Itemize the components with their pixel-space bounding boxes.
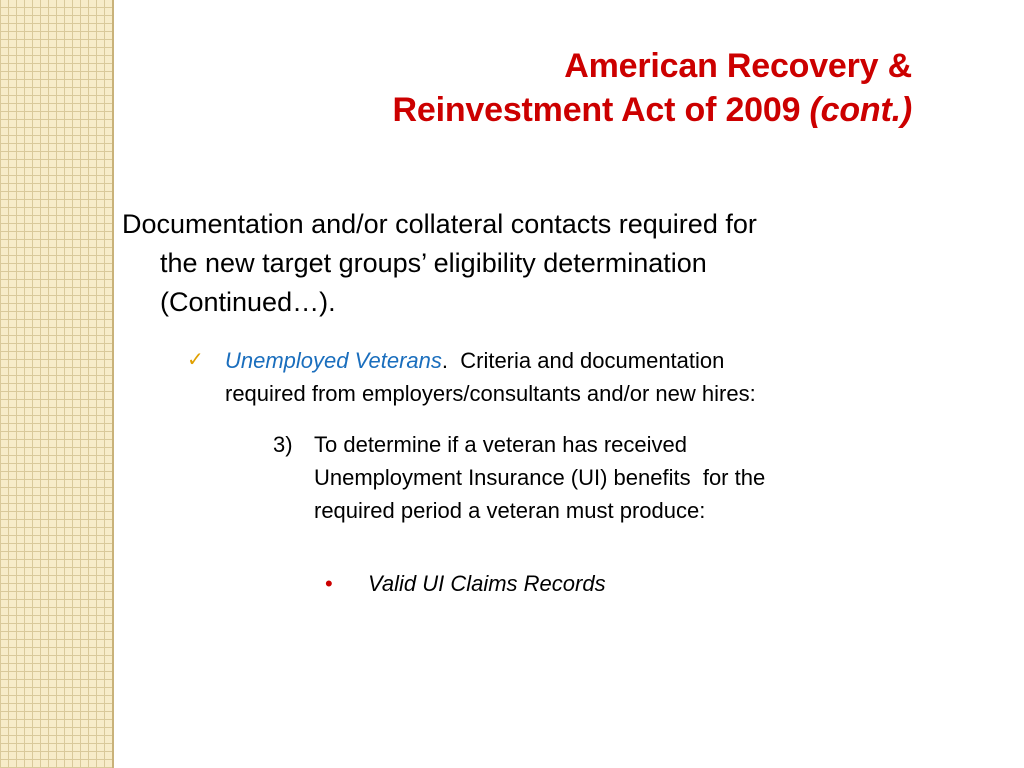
item-number: 3)	[273, 432, 293, 457]
title-line-2	[152, 88, 912, 132]
bullet-emphasis: Unemployed Veterans	[225, 348, 442, 373]
bullet-rest-line-1: Criteria and documentation	[448, 348, 725, 373]
slide-title	[152, 44, 912, 132]
decorative-side-pattern	[0, 0, 112, 768]
title-cont: (cont.)	[809, 91, 912, 129]
item-line-2: Unemployment Insurance (UI) benefits for the	[314, 465, 766, 490]
bullet-dot-icon: •	[325, 571, 333, 596]
main-paragraph	[122, 205, 952, 322]
checkmark-icon: ✓	[187, 349, 204, 371]
title-line-1: American Recovery &	[564, 47, 912, 85]
item-line-3: required period a veteran must produce:	[314, 498, 706, 523]
bullet-emphasis-tail: .	[441, 348, 448, 373]
title-line-2-main: Reinvestment Act of 2009	[392, 91, 810, 129]
main-paragraph-line-2: the new target groups’ eligibility determination	[160, 248, 707, 278]
sub-bullet-text: Valid UI Claims Records	[368, 571, 606, 596]
bullet-line-1	[187, 344, 927, 377]
main-paragraph-line-1: Documentation and/or collateral contacts required for	[122, 209, 757, 239]
bullet-rest-line-2: required from employers/consultants and/or new hires:	[225, 381, 756, 406]
side-divider	[112, 0, 114, 768]
sub-bullet-valid-ui-claims	[325, 567, 825, 600]
numbered-item-3	[273, 428, 933, 527]
main-paragraph-line-3: (Continued…).	[160, 287, 336, 317]
bullet-unemployed-veterans	[187, 344, 927, 410]
item-line-1: To determine if a veteran has received	[314, 432, 687, 457]
